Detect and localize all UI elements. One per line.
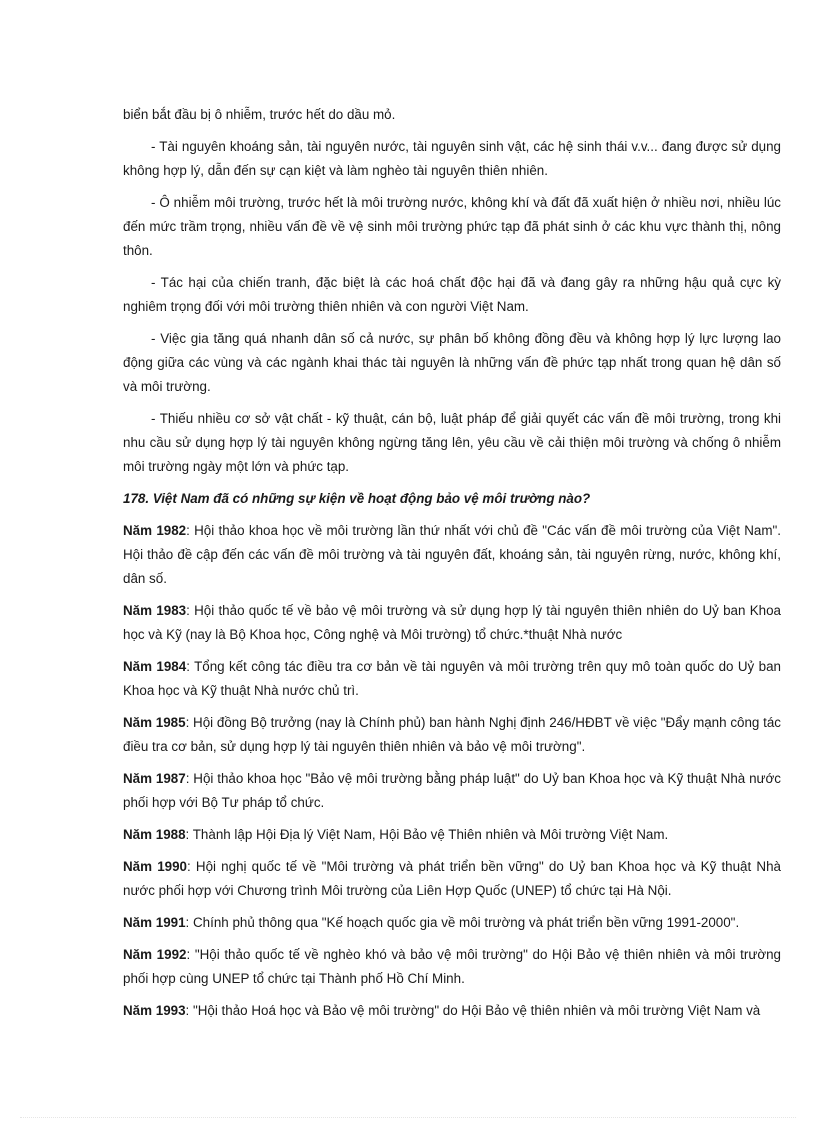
bullet-paragraph: - Tài nguyên khoáng sản, tài nguyên nước, tài nguyên sinh vật, các hệ sinh thái v.v... đang được sử dụng không hợp lý, dẫn đến sự cạn kiệt và làm nghèo tài nguyên thiên nhiên. (123, 139, 781, 178)
event-paragraph (123, 655, 781, 703)
continuation-paragraph: biển bắt đầu bị ô nhiễm, trước hết do dầu mỏ. (123, 107, 396, 122)
event-text: : Tổng kết công tác điều tra cơ bản về tài nguyên và môi trường trên quy mô toàn quốc do Uỷ ban Khoa học và Kỹ thuật Nhà nước chủ trì. (123, 659, 781, 698)
event-text: : Hội đồng Bộ trưởng (nay là Chính phủ) ban hành Nghị định 246/HĐBT về việc "Đẩy mạnh công tác điều tra cơ bản, sử dụng hợp lý tài nguyên thiên nhiên và bảo vệ môi trường". (123, 715, 781, 754)
event-text: : Hội thảo khoa học "Bảo vệ môi trường bằng pháp luật" do Uỷ ban Khoa học và Kỹ thuật Nhà nước phối hợp với Bộ Tư pháp tổ chức. (123, 771, 781, 810)
bullet-paragraph: - Tác hại của chiến tranh, đặc biệt là các hoá chất độc hại đã và đang gây ra những hậu quả cực kỳ nghiêm trọng đối với môi trường thiên nhiên và con người Việt Nam. (123, 275, 781, 314)
event-text: : "Hội thảo Hoá học và Bảo vệ môi trường" do Hội Bảo vệ thiên nhiên và môi trường Việt Nam và (185, 1003, 761, 1018)
question-heading: 178. Việt Nam đã có những sự kiện về hoạt động bảo vệ môi trường nào? (123, 491, 591, 506)
event-text: : "Hội thảo quốc tế về nghèo khó và bảo vệ môi trường" do Hội Bảo vệ thiên nhiên và môi trường phối hợp cùng UNEP tổ chức tại Thành phố Hồ Chí Minh. (123, 947, 781, 986)
event-text: : Thành lập Hội Địa lý Việt Nam, Hội Bảo vệ Thiên nhiên và Môi trường Việt Nam. (185, 827, 669, 842)
event-year: Năm 1985 (123, 715, 186, 730)
bullet-paragraph: - Việc gia tăng quá nhanh dân số cả nước, sự phân bố không đồng đều và không hợp lý lực lượng lao động giữa các vùng và các ngành khai thác tài nguyên là những vấn đề phức tạp nhất trong quan hệ dân số và môi trường. (123, 331, 781, 394)
event-paragraph (123, 711, 781, 759)
event-paragraph (123, 767, 781, 815)
page-footer-divider (20, 1117, 796, 1118)
event-text: : Hội nghị quốc tế về "Môi trường và phát triển bền vững" do Uỷ ban Khoa học và Kỹ thuật Nhà nước phối hợp với Chương trình Môi trường của Liên Hợp Quốc (UNEP) tổ chức tại Hà Nội. (123, 859, 781, 898)
event-year: Năm 1982 (123, 523, 187, 538)
event-paragraph (123, 943, 781, 991)
event-paragraph (123, 999, 781, 1023)
event-year: Năm 1988 (123, 827, 186, 842)
event-year: Năm 1992 (123, 947, 187, 962)
event-paragraph (123, 911, 781, 935)
document-page (123, 103, 781, 1031)
event-paragraph (123, 599, 781, 647)
event-year: Năm 1990 (123, 859, 187, 874)
event-paragraph (123, 519, 781, 591)
event-year: Năm 1987 (123, 771, 186, 786)
event-year: Năm 1993 (123, 1003, 186, 1018)
bullet-paragraph: - Ô nhiễm môi trường, trước hết là môi trường nước, không khí và đất đã xuất hiện ở nhiều nơi, nhiều lúc đến mức trầm trọng, nhiều vấn đề về vệ sinh môi trường phức tạp đã phát sinh ở các khu vực thành thị, nông thôn. (123, 195, 781, 258)
bullet-paragraph: - Thiếu nhiều cơ sở vật chất - kỹ thuật, cán bộ, luật pháp để giải quyết các vấn đề môi trường, trong khi nhu cầu sử dụng hợp lý tài nguyên không ngừng tăng lên, yêu cầu về cải thiện môi trường và chống ô nhiễm môi trường ngày một lớn và phức tạp. (123, 411, 781, 474)
event-text: : Hội thảo quốc tế về bảo vệ môi trường và sử dụng hợp lý tài nguyên thiên nhiên do Uỷ ban Khoa học và Kỹ (nay là Bộ Khoa học, Công nghệ và Môi trường) tổ chức.*thuật Nhà nước (123, 603, 781, 642)
event-paragraph (123, 823, 781, 847)
event-text: : Hội thảo khoa học về môi trường lần thứ nhất với chủ đề "Các vấn đề môi trường của Việt Nam". Hội thảo đề cập đến các vấn đề môi trường và tài nguyên đất, khoáng sản, tài nguyên rừng, nước, không khí, dân số. (123, 523, 781, 586)
event-text: : Chính phủ thông qua "Kế hoạch quốc gia về môi trường và phát triển bền vững 1991-2000". (185, 915, 740, 930)
event-year: Năm 1983 (123, 603, 187, 618)
event-year: Năm 1984 (123, 659, 187, 674)
event-paragraph (123, 855, 781, 903)
event-year: Năm 1991 (123, 915, 186, 930)
